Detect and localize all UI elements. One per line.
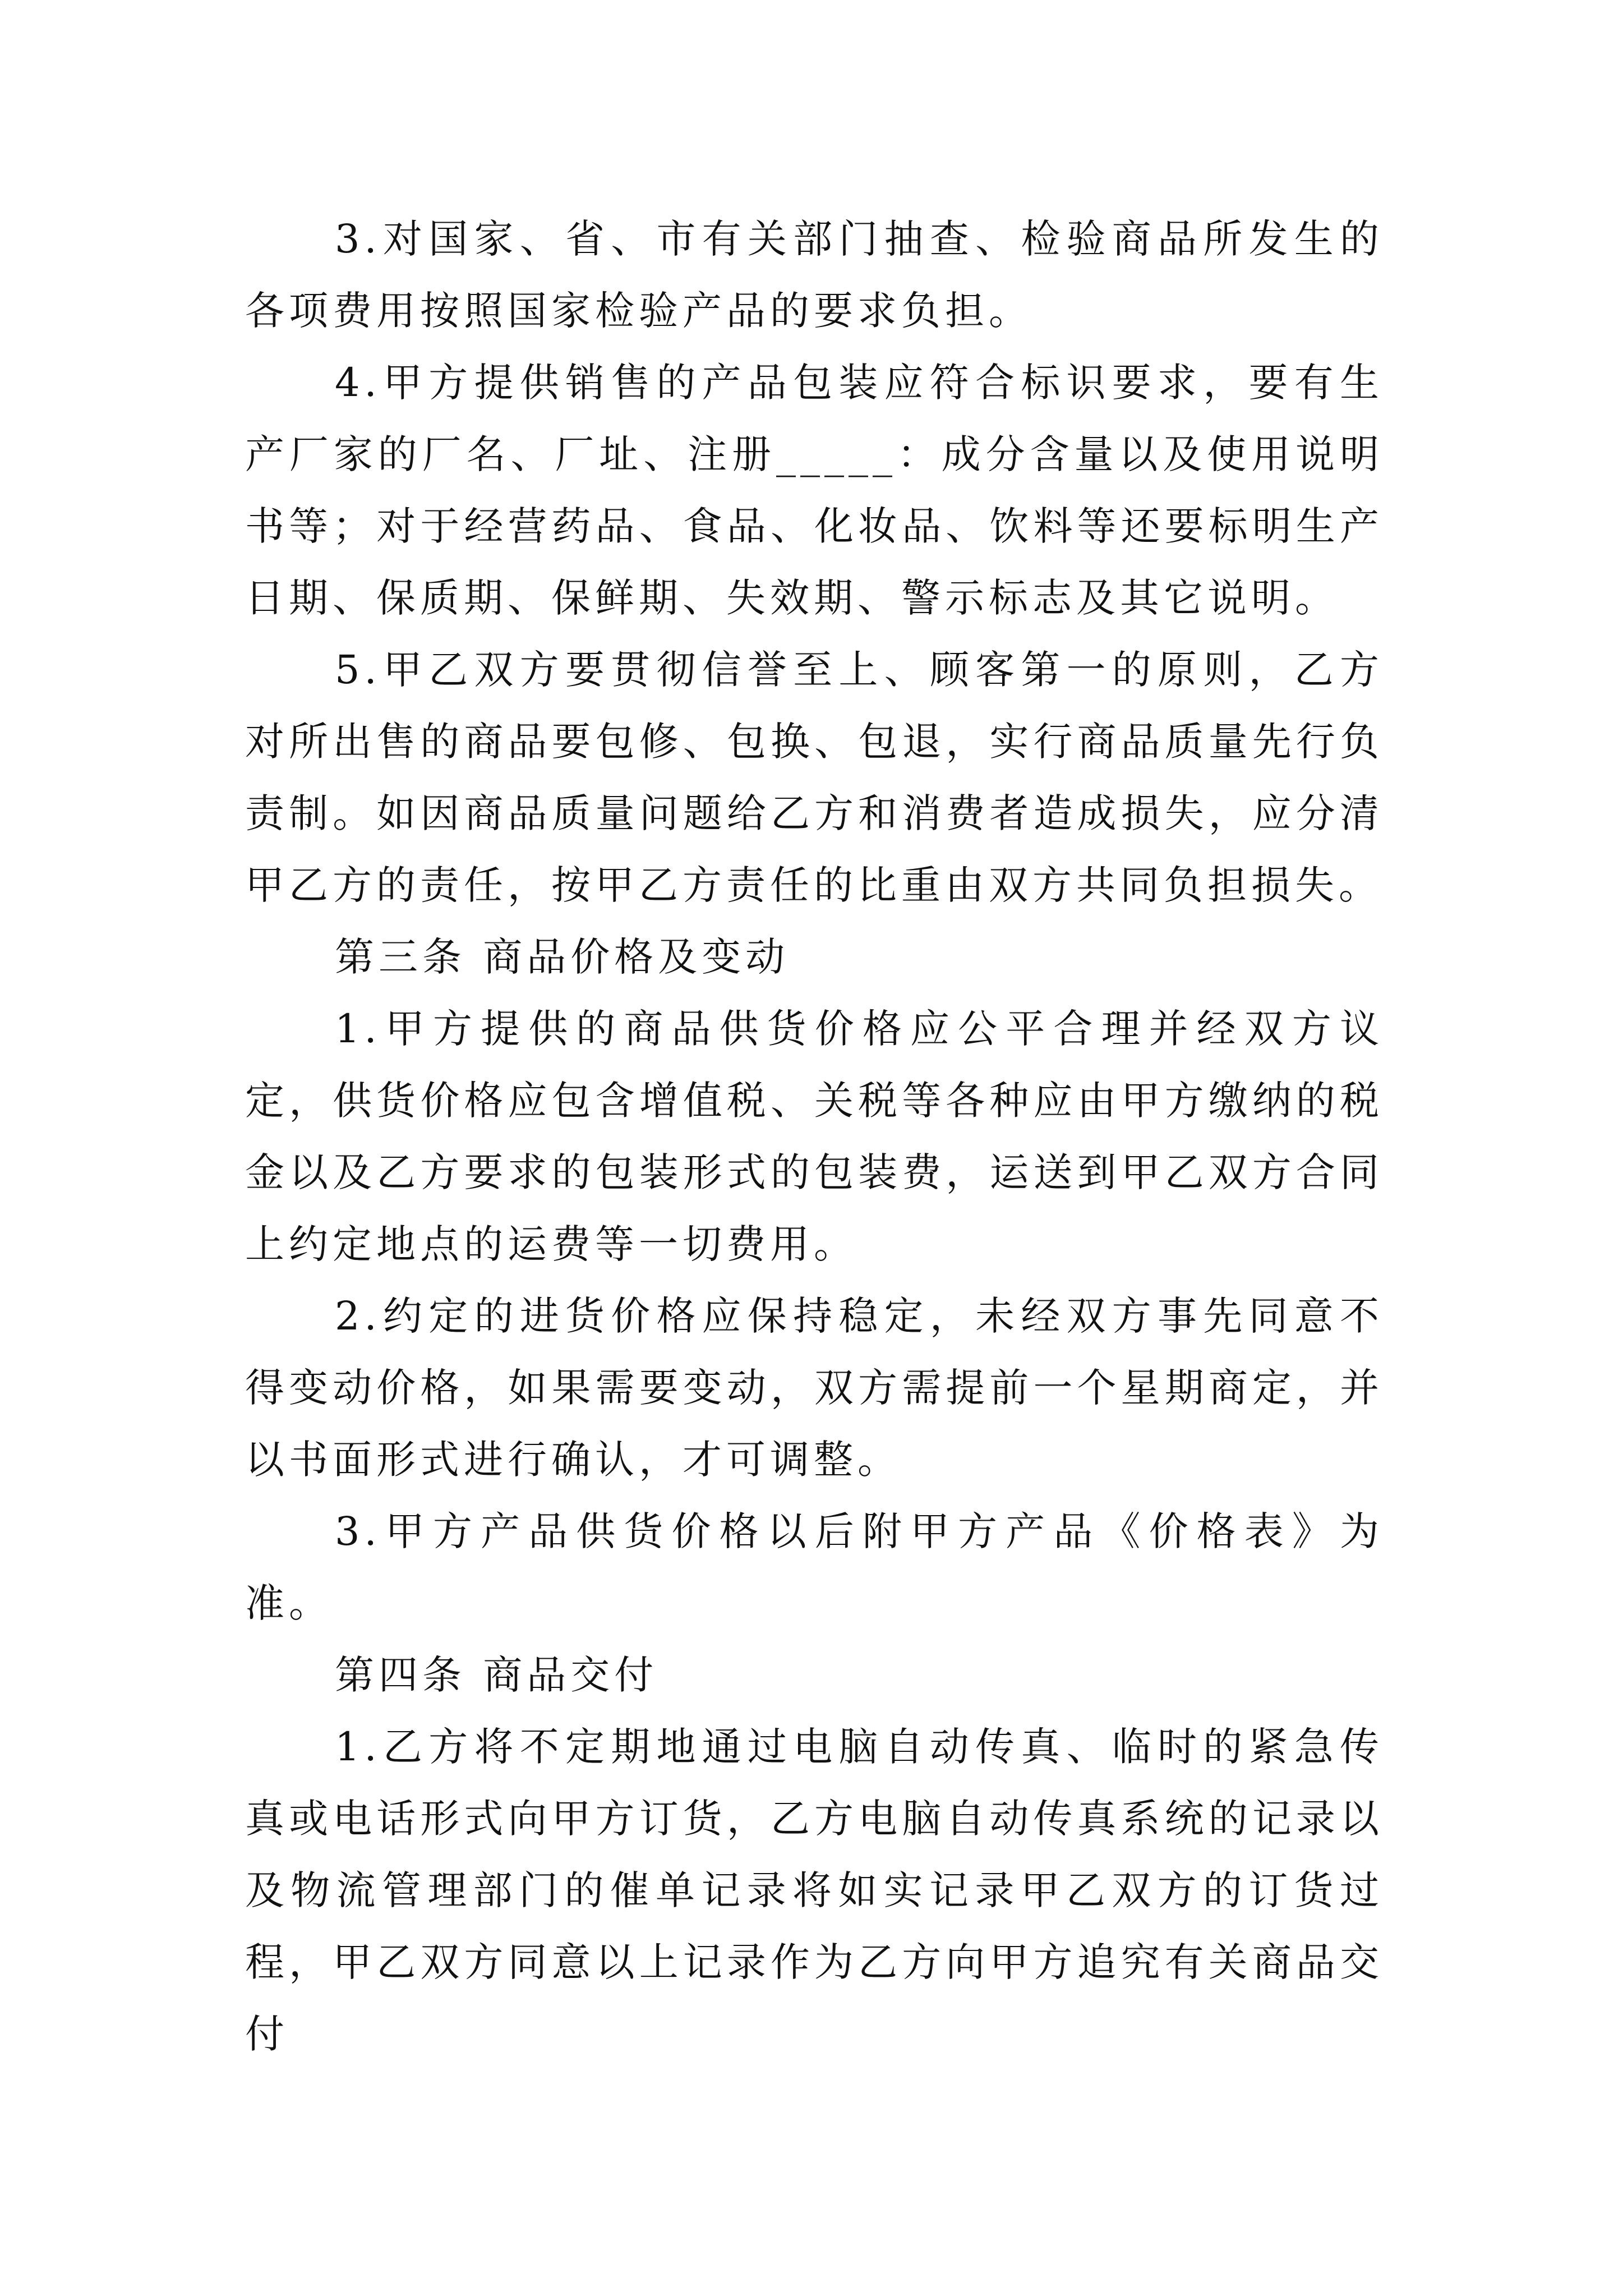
paragraph-price-stability: 2.约定的进货价格应保持稳定，未经双方事先同意不得变动价格，如果需要变动，双方需提前一个星期商定，并以书面形式进行确认，才可调整。 <box>245 1293 1384 1483</box>
paragraph-packaging-requirements: 4.甲方提供销售的产品包装应符合标识要求，要有生产厂家的厂名、厂址、注册_____：成分含量以及使用说明书等；对于经营药品、食品、化妆品、饮料等还要标明生产日期、保质期、保鲜期、失效期、警示标志及其它说明。 <box>245 360 1384 621</box>
paragraph-ordering: 1.乙方将不定期地通过电脑自动传真、临时的紧急传真或电话形式向甲方订货，乙方电脑自动传真系统的记录以及物流管理部门的催单记录将如实记录甲乙双方的订货过程，甲乙双方同意以上记录作为乙方向甲方追究有关商品交付 <box>245 1724 1384 2057</box>
section-heading-article-4: 第四条 商品交付 <box>335 1652 658 1698</box>
paragraph-price-list: 3.甲方产品供货价格以后附甲方产品《价格表》为准。 <box>245 1508 1384 1626</box>
document-body <box>245 203 1384 2070</box>
paragraph-inspection-fees: 3.对国家、省、市有关部门抽查、检验商品所发生的各项费用按照国家检验产品的要求负担。 <box>245 216 1384 334</box>
paragraph-quality-responsibility: 5.甲乙双方要贯彻信誉至上、顾客第一的原则，乙方对所出售的商品要包修、包换、包退，实行商品质量先行负责制。如因商品质量问题给乙方和消费者造成损失，应分清甲乙方的责任，按甲乙方责任的比重由双方共同负担损失。 <box>245 647 1384 908</box>
section-heading-article-3: 第三条 商品价格及变动 <box>335 934 790 980</box>
paragraph-supply-price: 1.甲方提供的商品供货价格应公平合理并经双方议定，供货价格应包含增值税、关税等各种应由甲方缴纳的税金以及乙方要求的包装形式的包装费，运送到甲乙双方合同上约定地点的运费等一切费用。 <box>245 1006 1384 1267</box>
